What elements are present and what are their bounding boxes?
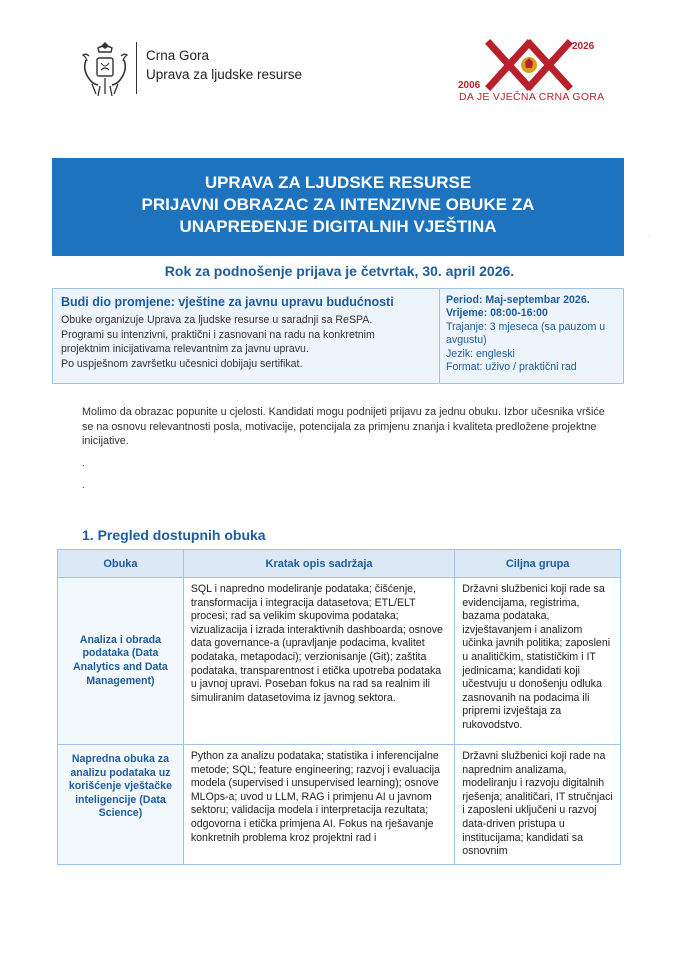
table-row bbox=[58, 745, 621, 865]
header-divider bbox=[136, 42, 137, 94]
info-line: Po uspješnom završetku učesnici dobijaju sertifikat. bbox=[61, 357, 303, 370]
courses-table bbox=[57, 549, 621, 865]
empty-line-dot: . bbox=[82, 458, 85, 469]
column-header: Kratak opis sadržaja bbox=[183, 550, 454, 578]
info-line: Programi su intenzivni, praktični i zasnovani na radu na konkretnim bbox=[61, 328, 375, 341]
info-time: Vrijeme: 08:00-16:00 bbox=[446, 307, 548, 320]
info-description bbox=[61, 295, 433, 371]
jubilee-year-end: 2026 bbox=[572, 41, 595, 52]
intro-paragraph: Molimo da obrazac popunite u cjelosti. Kandidati mogu podnijeti prijavu za jednu obuku. Izbor učesnika vršiće se na osnovu relevantnosti posla, motivacije, potencijala za primjenu znanja i kvaliteta predložene projektne inicijative. bbox=[82, 406, 605, 447]
info-language: Jezik: engleski bbox=[446, 347, 515, 360]
table-header-row bbox=[58, 550, 621, 578]
info-box bbox=[52, 288, 624, 384]
deadline-text: Rok za podnošenje prijava je četvrtak, 30. april 2026. bbox=[164, 263, 515, 279]
empty-line-dot: . bbox=[82, 480, 85, 491]
banner-line-2: PRIJAVNI OBRAZAC ZA INTENZIVNE OBUKE ZA bbox=[141, 195, 535, 214]
info-format: Format: uživo / praktični rad bbox=[446, 361, 577, 374]
coat-of-arms-icon bbox=[80, 40, 130, 100]
title-banner bbox=[52, 158, 624, 256]
info-line: Obuke organizuje Uprava za ljudske resurse u saradnji sa ReSPA. bbox=[61, 314, 373, 326]
column-header: Ciljna grupa bbox=[455, 550, 621, 578]
info-details bbox=[439, 289, 623, 383]
jubilee-roman: XX bbox=[648, 236, 650, 237]
info-period: Period: Maj-septembar 2026. bbox=[446, 294, 590, 306]
info-line: projektnim inicijativama relevantnim za javnu upravu. bbox=[61, 343, 309, 355]
info-title: Budi dio promjene: vještine za javnu upravu budućnosti bbox=[61, 295, 394, 309]
info-duration-2: avgustu) bbox=[446, 334, 487, 347]
course-name: Analiza i obrada podataka (Data Analytics and Data Management) bbox=[58, 578, 184, 745]
info-duration-1: Trajanje: 3 mjeseca (sa pauzom u bbox=[446, 320, 606, 333]
org-name: Crna Gora bbox=[146, 48, 210, 63]
course-target-group: Državni službenici koji rade sa evidencijama, registrima, bazama podataka, izvještavanjem i analizom učinka javnih politika; zaposleni u analitičkim, statističkim i IT jedinicama; kandidati koji učestvuju u donošenju odluka zasnovanih na podacima ili pripremi izvještaja za rukovodstvo. bbox=[455, 578, 621, 745]
section-title: 1. Pregled dostupnih obuka bbox=[82, 527, 266, 543]
jubilee-caption: DA JE VJEČNA CRNA GORA bbox=[459, 91, 605, 103]
table-row bbox=[58, 578, 621, 745]
banner-line-3: UNAPREĐENJE DIGITALNIH VJEŠTINA bbox=[179, 217, 497, 236]
column-header: Obuka bbox=[58, 550, 184, 578]
course-target-group: Državni službenici koji rade na naprednim analizama, modeliranju i razvoju digitalnih rješenja; analitičari, IT stručnjaci i zaposleni uključeni u razvoj data-driven pristupa u institucijama; kandidati sa osnovnim bbox=[455, 745, 621, 865]
org-unit: Uprava za ljudske resurse bbox=[146, 67, 303, 82]
course-description: SQL i napredno modeliranje podataka; čišćenje, transformacija i integracija datasetova; ETL/ELT procesi; rad sa velikim skupovima podataka; vizualizacija i izrada interaktivnih dashboarda; osnove data governance-a (upravljanje podacima, kvalitet podataka, metapodaci); verzionisanje (Git); zaštita podataka, transparentnost i etička upotreba podataka u javnoj upravi. Poseban fokus na rad sa realnim ili simuliranim datasetovima iz javnog sektora. bbox=[183, 578, 454, 745]
course-name: Napredna obuka za analizu podataka uz korišćenje vještačke inteligencije (Data Science) bbox=[58, 745, 184, 865]
jubilee-year-start: 2006 bbox=[458, 80, 481, 91]
course-description: Python za analizu podataka; statistika i inferencijalne metode; SQL; feature engineering; razvoj i evaluacija modela (supervised i unsupervised learning); osnove MLOps-a; uvod u LLM, RAG i primjenu AI u javnom sektoru; validacija modela i interpretacija rezultata; odgovorna i etička primjena AI. Fokus na rješavanje konkretnih problema kroz projektni rad i bbox=[183, 745, 454, 865]
banner-line-1: UPRAVA ZA LJUDSKE RESURSE bbox=[204, 173, 472, 192]
